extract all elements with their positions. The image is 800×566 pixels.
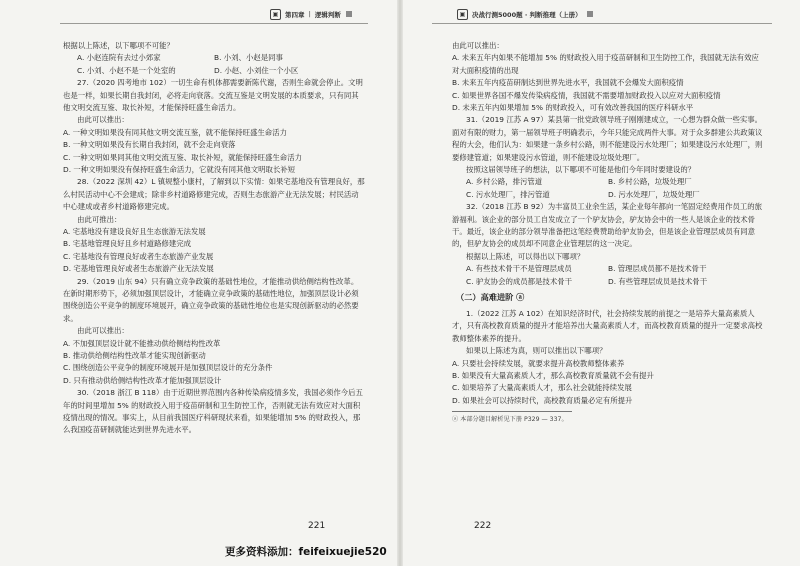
option-d: D. 污水处理厂，垃圾处理厂 — [608, 189, 700, 199]
header-marker — [346, 11, 352, 17]
question-prompt: 根据以上陈述，以下哪项不可能？ — [63, 41, 174, 50]
option-c: C. 污水处理厂，排污管道 — [466, 189, 550, 199]
left-page — [0, 0, 398, 566]
question-prompt: 根据以上陈述，可以得出以下哪项？ — [466, 251, 585, 261]
option-c: C. 如果培养了大量高素质人才，那么社会就能持续发展 — [452, 383, 632, 393]
question-prompt: 由此可以推出： — [77, 326, 129, 336]
page-number: 221 — [308, 521, 326, 531]
option-d: D. 宅基地管理良好或者生态旅游产业无法发展 — [63, 264, 214, 274]
option-a: A. 不加强顶层设计就不能推动供给侧结构性改革 — [63, 338, 221, 348]
chapter-label: 第四章 — [285, 10, 305, 19]
footnote-rule — [452, 411, 572, 412]
header-marker — [587, 11, 593, 17]
option-a: A. 未来五年内如果不能增加 5% 的财政投入用于疫苗研制和卫生防控工作，我国就无法有效应对大面积疫情的出现 — [452, 53, 759, 75]
chapter-title: 逻辑判断 — [314, 10, 341, 19]
question-32: 32.（2018 江苏 B 92）为丰富员工业余生活，某企业每年都向一笔固定经费用作员工的旅游福利。该企业的部分员工自发成立了一个驴友协会，驴友协会中的一些人是该企业的技术骨干。最近，该企业的部分领导准备把这笔经费赞助给驴友协会，但是该企业管理层成员有同意的，但驴友协会的成员却不同意企业管理层的这一决定。 — [452, 202, 763, 249]
option-b: B. 乡村公路，垃圾处理厂 — [608, 177, 692, 187]
option-d: D. 小赵、小刘住一个小区 — [214, 65, 299, 75]
option-grid — [452, 263, 764, 275]
question-30: 30.（2018 浙江 B 118）由于近期世界范围内各种传染病疫情多发，我国必须作今后五年的时间里增加 5% 的财政投入用于疫苗研制和卫生防控工作，否则就无法有效应对大面积疫情出现的情况。事实上，从目前我国医疗科研现状来看，如果能增加 5% 的财政投入，那么我国疫苗研制就能达到世界先进水平。 — [63, 388, 363, 435]
option-b: B. 推动供给侧结构性改革才能实现创新驱动 — [63, 350, 206, 360]
option-b: B. 如果没有大量高素质人才，那么高校教育质量就不会有提升 — [452, 370, 654, 380]
question-prompt: 由此可以推出： — [452, 41, 504, 50]
right-page-content — [452, 40, 764, 424]
option-grid — [63, 65, 365, 77]
option-b: B. 小刘、小赵是同事 — [214, 53, 283, 63]
option-c: C. 如果世界各国不爆发传染病疫情，我国就不需要增加财政投入以应对大面积疫情 — [452, 90, 721, 100]
option-a: A. 有些技术骨干不是管理层成员 — [466, 264, 572, 274]
option-b: B. 管理层成员都不是技术骨干 — [608, 264, 707, 274]
book-title: 决战行测5000题 · 判断推理（上册） — [472, 10, 582, 19]
header-separator: | — [308, 10, 311, 18]
option-d: D. 有些管理层成员是技术骨干 — [608, 276, 708, 286]
question-28: 28.（2022 深圳 42）L 镇规整小康村，了解到以下实情：如果宅基地没有管理良好，那么村民活动中心不会建成；除非乡村道路修建完成，否则生态旅游产业无法发展；村民活动中心建成或者乡村道路修建完成。 — [63, 177, 365, 212]
option-grid — [452, 189, 764, 201]
option-a: A. 一种文明如果没有同其他文明交流互鉴，就不能保持旺盛生命活力 — [63, 127, 287, 137]
option-c: C. 围绕创造公平竞争的制度环境展开是加强顶层设计的充分条件 — [63, 363, 273, 373]
option-grid — [452, 176, 764, 188]
question-prompt: 如果以上陈述为真，则可以推出以下哪项？ — [466, 346, 607, 356]
option-b: B. 宅基地管理良好且乡村道路修建完成 — [63, 239, 192, 249]
option-d: D. 只有推动供给侧结构性改革才能加强顶层设计 — [63, 375, 222, 385]
option-d: D. 未来五年内如果增加 5% 的财政投入，可有效改善我国的医疗科研水平 — [452, 103, 694, 112]
option-d: D. 如果社会可以持续时代，高校教育质量必定有所提升 — [452, 395, 633, 405]
option-c: C. 小刘、小赵不是一个处室的 — [77, 65, 176, 75]
option-a: A. 乡村公路，排污管道 — [466, 177, 543, 187]
question-27: 27.（2020 四考地市 102）一切生命有机体都需要新陈代谢，否则生命就会停止。文明也是一样，如果长期自我封闭，必将走向衰落。交流互鉴是文明发展的本质要求，只有同其他文明交流互鉴、取长补短，才能保持旺盛生命活力。 — [63, 78, 363, 112]
option-c: C. 一种文明如果同其他文明交流互鉴、取长补短，就能保持旺盛生命活力 — [63, 152, 302, 162]
question-29: 29.（2019 山东 94）只有确立竞争政策的基础性地位，才能推动供给侧结构性改革。在新时期形势下，必须加强顶层设计，才能确立竞争政策的基础性地位，加强顶层设计必须围绕创造公平竞争的制度环境展开，确立竞争政策的基础性地位也是实现创新驱动的必然要求。 — [63, 276, 359, 323]
book-icon: ▣ — [270, 9, 281, 20]
right-page — [402, 0, 800, 566]
watermark-text: 更多资料添加：feifeixuejie520 — [225, 546, 387, 558]
page-number: 222 — [474, 521, 492, 531]
option-c: C. 宅基地没有管理良好或者生态旅游产业发展 — [63, 251, 214, 261]
header-rule — [432, 23, 772, 24]
option-b: B. 一种文明如果没有长期自我封闭，就不会走向衰落 — [63, 140, 236, 150]
book-icon: ▣ — [457, 9, 468, 20]
option-a: A. 小赵连院有去过小郊家 — [77, 53, 161, 63]
option-grid — [63, 52, 365, 64]
question-31: 31.（2019 江苏 A 97）某县第一批党政领导班子刚刚建成立，一心想为群众做一些实事。面对有限的财力，第一届领导班子明确表示，今年只能完成两件大事。对于众多群建公共政策议程的大会，他们认为：如果建一条乡村公路，则不能建设污水处理厂；如果建设污水处理厂，则要修建管道；如果建设污水管道，则不能建设垃圾处理厂。 — [452, 115, 763, 162]
question-1: 1.（2022 江苏 A 102）在知识经济时代，社会持续发展的前提之一是培养大量高素质人才，只有高校教育质量的提升才能培养出大量高素质人才，而高校教育质量的提升一定要求高校教师整体素养的提升。 — [452, 308, 763, 343]
footnote: ⓐ 本部分题目解析见下册 P329 — 337。 — [452, 416, 568, 424]
left-page-content — [63, 40, 365, 437]
page-header — [270, 6, 352, 22]
option-d: D. 一种文明如果没有保持旺盛生命活力，它就没有同其他文明取长补短 — [63, 164, 296, 174]
option-a: A. 宅基地没有建设良好且生态旅游无法发展 — [63, 226, 206, 236]
option-c: C. 驴友协会的成员都是技术骨干 — [466, 276, 572, 286]
section-heading: （二）高难进阶 ⓐ — [456, 291, 525, 302]
option-grid — [452, 276, 764, 288]
option-b: B. 未来五年内疫苗研制达到世界先进水平，我国就不会爆发大面积疫情 — [452, 78, 684, 88]
question-prompt: 按照这届领导班子的想法，以下哪项不可能是他们今年同时要建设的？ — [466, 165, 696, 175]
question-prompt: 由此可推出： — [77, 214, 122, 224]
question-prompt: 由此可以推出： — [77, 115, 129, 125]
option-a: A. 只要社会持续发展，就要求提升高校教师整体素养 — [452, 358, 625, 368]
header-rule — [60, 23, 368, 24]
page-header — [457, 6, 593, 22]
